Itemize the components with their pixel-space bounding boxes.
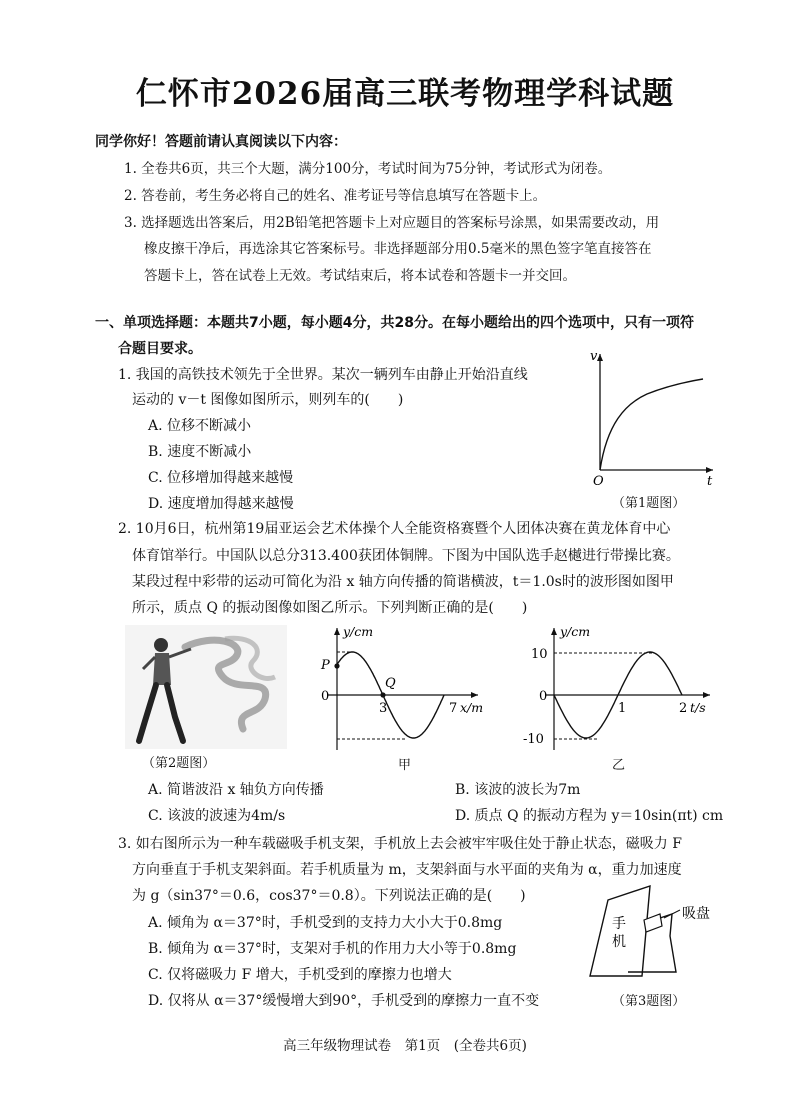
q1-vt-graph xyxy=(585,346,725,491)
note-3-cont-2: 答题卡上，答在试卷上无效。考试结束后，将本试卷和答题卡一并交回。 xyxy=(144,268,576,284)
q2-option-a: A. 简谐波沿 x 轴负方向传播 xyxy=(148,782,324,798)
yi-y-label: y/cm xyxy=(560,624,591,639)
yi-tick-2: 2 xyxy=(679,701,688,716)
q2-stem-1: 2. 10月6日，杭州第19届亚运会艺术体操个人全能资格赛暨个人团体决赛在黄龙体育中心 xyxy=(118,521,671,537)
paper-title: 仁怀市2026届高三联考物理学科试题 xyxy=(135,76,675,112)
jia-p-label: P xyxy=(321,658,330,673)
gymnast-photo xyxy=(125,625,287,749)
yi-caption: 乙 xyxy=(612,758,626,773)
page-footer: 高三年级物理试卷 第1页 (全卷共6页) xyxy=(283,1038,527,1054)
q2-wave-graph-jia xyxy=(315,622,485,757)
point-q xyxy=(380,692,385,697)
jia-caption: 甲 xyxy=(398,758,412,773)
section-heading: 一、单项选择题：本题共7小题，每小题4分，共28分。在每小题给出的四个选项中，只有一项符 xyxy=(95,315,694,331)
q2-photo-caption: （第2题图） xyxy=(142,756,216,771)
jia-tick-3: 3 xyxy=(379,701,388,716)
vt-curve xyxy=(600,379,703,470)
q1-option-b: B. 速度不断减小 xyxy=(148,444,252,460)
q2-option-c: C. 该波的波速为4m/s xyxy=(148,808,286,824)
phone-label-1: 手 xyxy=(612,916,626,932)
q1-fig-caption: （第1题图） xyxy=(612,496,686,511)
v-label: v xyxy=(590,349,598,364)
phone-label-2: 机 xyxy=(612,934,626,950)
v-axis-arrow xyxy=(597,354,603,361)
note-3-cont-1: 橡皮擦干净后，再选涂其它答案标号。非选择题部分用0.5毫米的黑色签字笔直接答在 xyxy=(144,241,652,257)
yi-tick-10: 10 xyxy=(531,647,548,662)
t-axis-arrow xyxy=(706,467,713,473)
yi-x-label: t/s xyxy=(690,700,706,715)
q3-phone-holder-figure xyxy=(580,880,730,990)
q3-option-d: D. 仅将从 α＝37°缓慢增大到90°，手机受到的摩擦力一直不变 xyxy=(148,993,540,1009)
q1-option-a: A. 位移不断减小 xyxy=(148,418,252,434)
q2-stem-4: 所示，质点 Q 的振动图像如图乙所示。下列判断正确的是( ) xyxy=(132,600,528,616)
jia-y-label: y/cm xyxy=(343,624,374,639)
point-p xyxy=(334,663,339,668)
q3-stem-1: 3. 如右图所示为一种车载磁吸手机支架，手机放上去会被牢牢吸住处于静止状态，磁吸力 F xyxy=(118,836,682,852)
q1-stem-2: 运动的 v－t 图像如图所示，则列车的( ) xyxy=(132,392,404,408)
jia-x-label: x/m xyxy=(460,700,484,715)
q3-option-b: B. 倾角为 α＝37°时，支架对手机的作用力大小等于0.8mg xyxy=(148,941,517,957)
note-2: 2. 答卷前，考生务必将自己的姓名、准考证号等信息填写在答题卡上。 xyxy=(124,188,547,204)
section-heading-cont: 合题目要求。 xyxy=(118,341,202,357)
q2-option-d: D. 质点 Q 的振动方程为 y＝10sin(πt) cm xyxy=(455,808,724,824)
yi-tick-0: 0 xyxy=(539,689,548,704)
q2-stem-2: 体育馆举行。中国队以总分313.400获团体铜牌。下图为中国队选手赵樾进行带操比赛。 xyxy=(132,548,680,564)
q2-stem-3: 某段过程中彩带的运动可简化为沿 x 轴方向传播的简谐横波，t＝1.0s时的波形图如图甲 xyxy=(132,574,674,590)
yi-tick-1: 1 xyxy=(618,701,627,716)
q3-option-a: A. 倾角为 α＝37°时，手机受到的支持力大小大于0.8mg xyxy=(148,915,503,931)
suction-label: 吸盘 xyxy=(682,906,710,922)
jia-q-label: Q xyxy=(385,676,396,691)
jia-tick-0: 0 xyxy=(321,689,330,704)
yi-tick-neg10: -10 xyxy=(523,732,544,747)
q3-option-c: C. 仅将磁吸力 F 增大，手机受到的摩擦力也增大 xyxy=(148,967,452,983)
q3-stem-2: 方向垂直于手机支架斜面。若手机质量为 m，支架斜面与水平面的夹角为 α，重力加速度 xyxy=(132,862,682,878)
q1-stem-1: 1. 我国的高铁技术领先于全世界。某次一辆列车由静止开始沿直线 xyxy=(118,367,528,383)
jia-tick-7: 7 xyxy=(449,701,458,716)
note-1: 1. 全卷共6页，共三个大题，满分100分，考试时间为75分钟，考试形式为闭卷。 xyxy=(124,161,612,177)
q3-fig-caption: （第3题图） xyxy=(612,994,686,1009)
q3-stem-3: 为 g（sin37°＝0.6，cos37°＝0.8）。下列说法正确的是( ) xyxy=(132,888,526,904)
note-3: 3. 选择题选出答案后，用2B铅笔把答题卡上对应题目的答案标号涂黑，如果需要改动，用 xyxy=(124,215,660,231)
t-label: t xyxy=(707,474,713,489)
intro-heading: 同学你好！答题前请认真阅读以下内容： xyxy=(95,134,347,150)
origin-label: O xyxy=(593,474,604,489)
q1-option-d: D. 速度增加得越来越慢 xyxy=(148,496,294,512)
q2-vibration-graph-yi xyxy=(505,622,715,757)
q1-option-c: C. 位移增加得越来越慢 xyxy=(148,470,294,486)
q2-option-b: B. 该波的波长为7m xyxy=(455,782,581,798)
